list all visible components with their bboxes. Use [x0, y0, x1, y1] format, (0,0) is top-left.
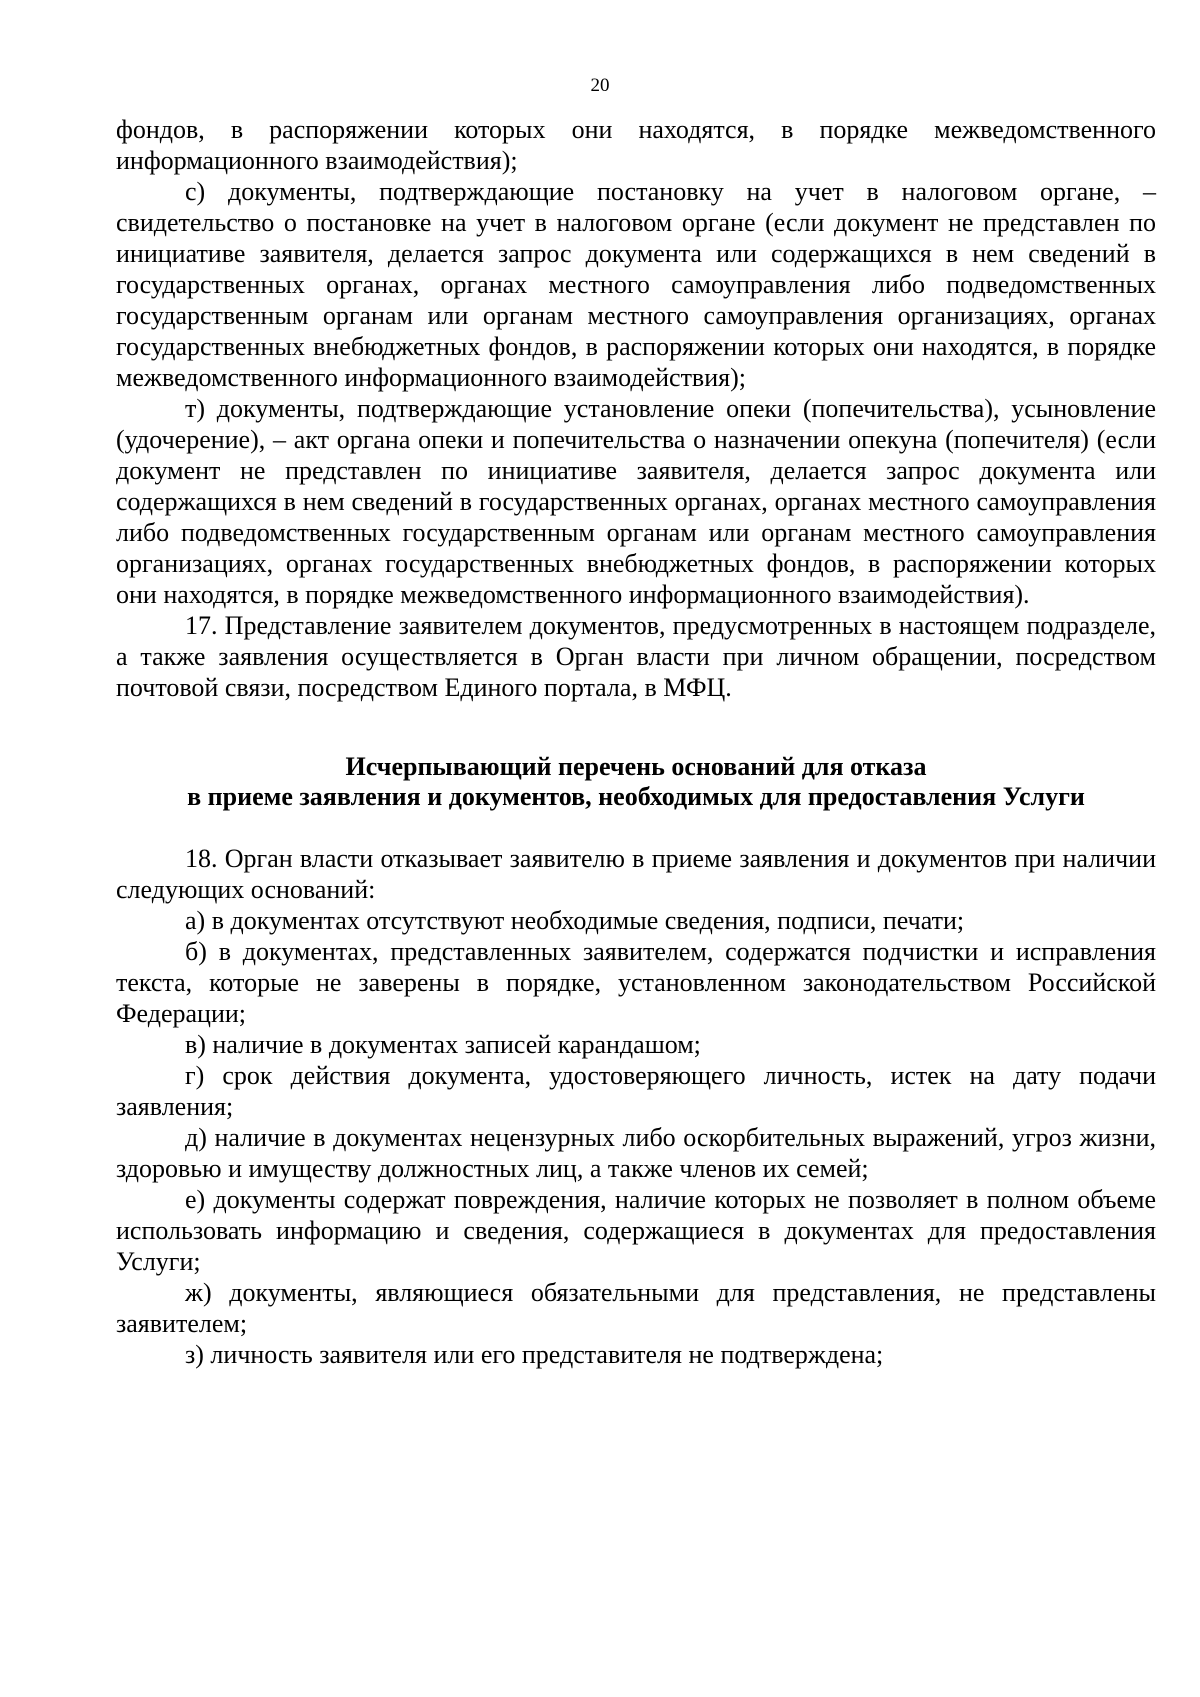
- list-item-a: а) в документах отсутствуют необходимые сведения, подписи, печати;: [185, 906, 965, 935]
- list-item-g: г) срок действия документа, удостоверяющего личность, истек на дату подачи заявления;: [116, 1061, 1156, 1121]
- list-item-b: б) в документах, представленных заявителем, содержатся подчистки и исправления текста, которые не заверены в порядке, установленном законодательством Российской Федерации;: [116, 937, 1156, 1028]
- paragraph-item-s: с) документы, подтверждающие постановку на учет в налоговом органе, – свидетельство о постановке на учет в налоговом органе (если документ не представлен по инициативе заявителя, делается запрос документа или содержащихся в нем сведений в государственных органах, органах местного самоуправления либо подведомственных государственным органам или органам местного самоуправления организациях, органах государственных внебюджетных фондов, в распоряжении которых они находятся, в порядке межведомственного информационного взаимодействия);: [116, 177, 1156, 392]
- list-item-v: в) наличие в документах записей карандашом;: [185, 1030, 701, 1059]
- paragraph-18: 18. Орган власти отказывает заявителю в приеме заявления и документов при наличии следующих оснований:: [116, 844, 1156, 904]
- section-heading-line-2: в приеме заявления и документов, необходимых для предоставления Услуги: [187, 782, 1085, 811]
- paragraph-continuation: фондов, в распоряжении которых они находятся, в порядке межведомственного информационного взаимодействия);: [116, 115, 1156, 175]
- list-item-z: з) личность заявителя или его представителя не подтверждена;: [185, 1340, 884, 1369]
- paragraph-item-t: т) документы, подтверждающие установление опеки (попечительства), усыновление (удочерение), – акт органа опеки и попечительства о назначении опекуна (попечителя) (если документ не представлен по инициативе заявителя, делается запрос документа или содержащихся в нем сведений в государственных органах, органах местного самоуправления либо подведомственных государственным органам или органам местного самоуправления организациях, органах государственных внебюджетных фондов, в распоряжении которых они находятся, в порядке межведомственного информационного взаимодействия).: [116, 394, 1156, 609]
- list-item-e: е) документы содержат повреждения, наличие которых не позволяет в полном объеме использовать информацию и сведения, содержащиеся в документах для предоставления Услуги;: [116, 1185, 1156, 1276]
- paragraph-17: 17. Представление заявителем документов, предусмотренных в настоящем подразделе, а также заявления осуществляется в Орган власти при личном обращении, посредством почтовой связи, посредством Единого портала, в МФЦ.: [116, 611, 1156, 702]
- list-item-d: д) наличие в документах нецензурных либо оскорбительных выражений, угроз жизни, здоровью и имуществу должностных лиц, а также членов их семей;: [116, 1123, 1156, 1183]
- list-item-zh: ж) документы, являющиеся обязательными для представления, не представлены заявителем;: [116, 1278, 1156, 1338]
- document-body: [116, 114, 1156, 1370]
- section-heading: [116, 752, 1156, 812]
- section-heading-line-1: Исчерпывающий перечень оснований для отказа: [345, 752, 927, 781]
- page-number: 20: [590, 75, 610, 96]
